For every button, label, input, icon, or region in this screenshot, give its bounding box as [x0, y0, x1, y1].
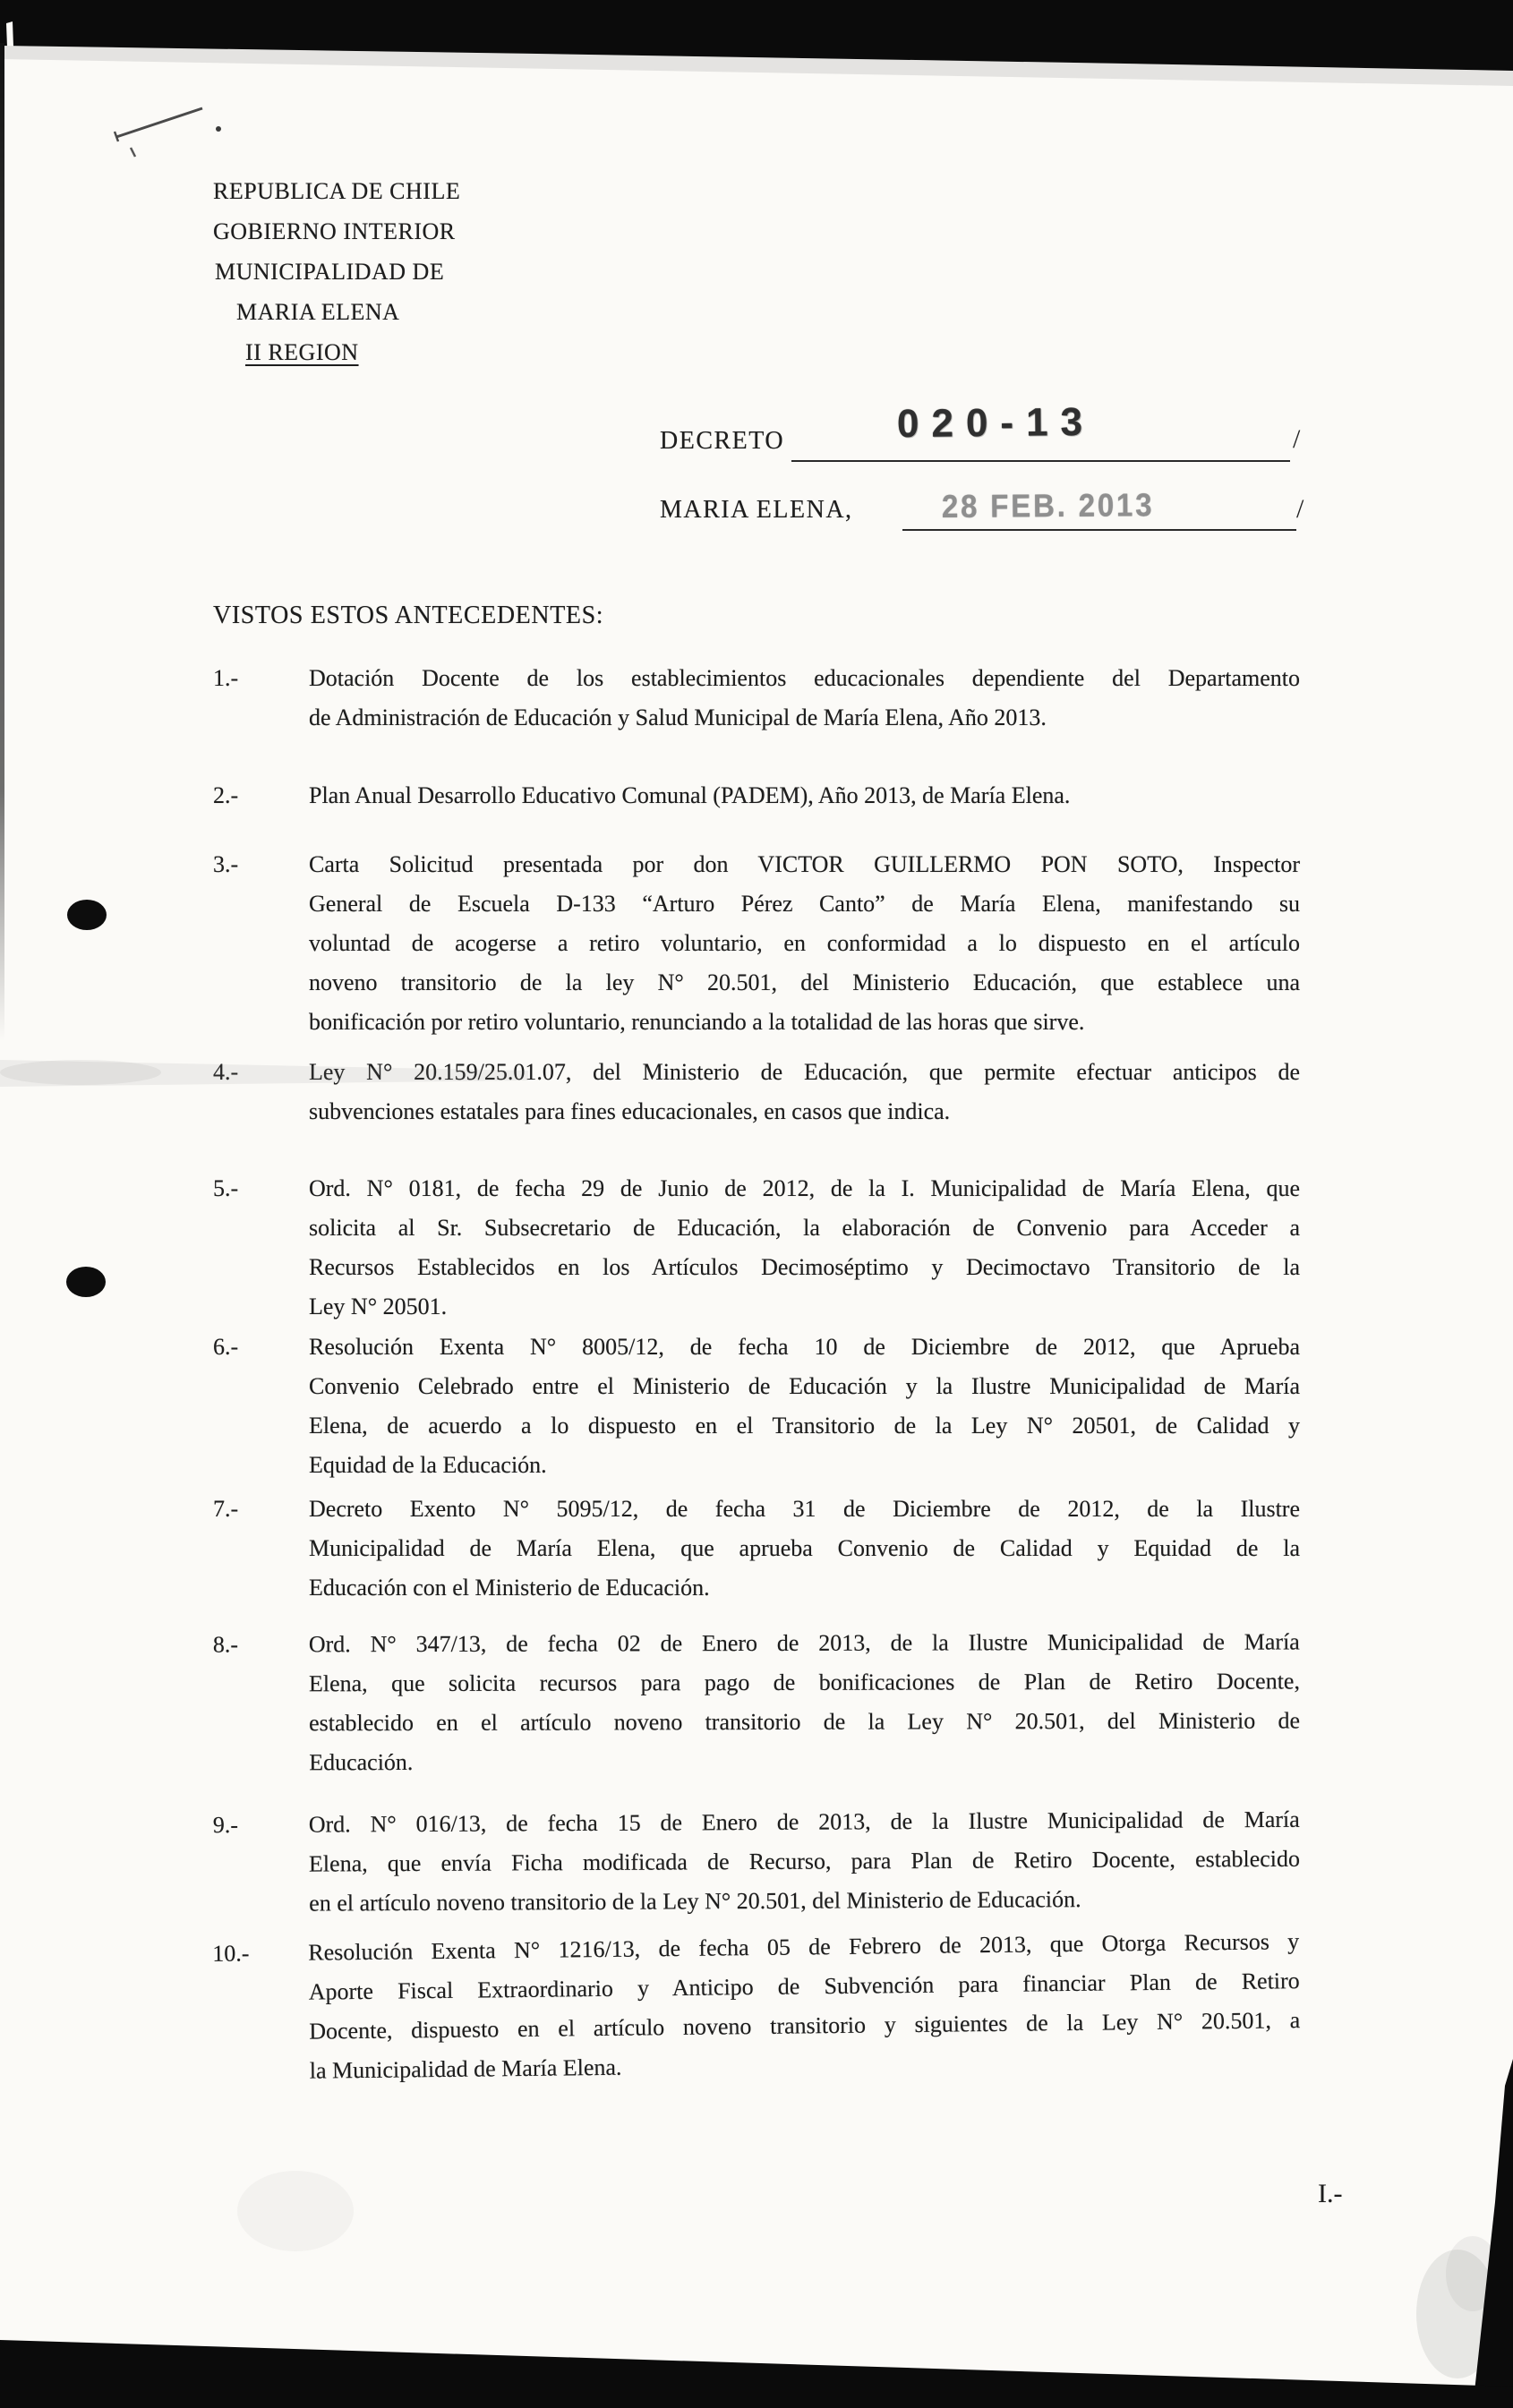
letterhead-line-region: II REGION	[245, 339, 359, 365]
item-text	[309, 1622, 1300, 1782]
letterhead-line-city: MARIA ELENA	[236, 299, 400, 325]
text-line: Ord. N° 347/13, de fecha 02 de Enero de 2013, de la Ilustre Municipalidad de María	[308, 1628, 1300, 1658]
text-line: voluntad de acogerse a retiro voluntario, en conformidad a lo dispuesto en el artículo	[309, 930, 1300, 956]
scan-edge-top	[0, 0, 1513, 71]
text-line: Educación.	[309, 1749, 414, 1776]
punch-hole-dot-2	[66, 1267, 106, 1297]
text-line: Resolución Exenta N° 1216/13, de fecha 05 de Febrero de 2013, que Otorga Recursos y	[308, 1928, 1300, 1966]
text-line: la Municipalidad de María Elena.	[309, 2054, 622, 2084]
punch-hole-dot-1	[67, 900, 107, 930]
text-line: Ord. N° 016/13, de fecha 15 de Enero de 2013, de la Ilustre Municipalidad de María	[308, 1806, 1300, 1838]
item-5	[213, 1169, 1300, 1327]
text-line: Convenio Celebrado entre el Ministerio de Educación y la Ilustre Municipalidad de María	[309, 1373, 1300, 1399]
place-label: MARIA ELENA,	[660, 496, 853, 524]
text-line: Dotación Docente de los establecimientos educacionales dependiente del Departamento	[309, 665, 1300, 691]
date-slash: /	[1296, 494, 1304, 524]
scan-edge-top-shadow	[0, 46, 1513, 86]
text-line: subvenciones estatales para fines educacionales, en casos que indica.	[309, 1098, 951, 1124]
text-line: Resolución Exenta N° 8005/12, de fecha 10 de Diciembre de 2012, que Aprueba	[309, 1334, 1300, 1360]
text-line: Ley N° 20501.	[309, 1294, 448, 1319]
item-number: 2.-	[213, 782, 239, 808]
item-text	[308, 1922, 1301, 2091]
fingerprint-smudge	[1416, 2250, 1499, 2378]
text-line: Ord. N° 0181, de fecha 29 de Junio de 2012, de la I. Municipalidad de María Elena, que	[309, 1175, 1300, 1201]
item-6	[213, 1328, 1300, 1485]
text-line: Equidad de la Educación.	[309, 1452, 547, 1478]
decree-number-slash: /	[1293, 424, 1301, 454]
decree-number-stamp: 020-13	[896, 399, 1096, 447]
date-stamp: 28 FEB. 2013	[941, 486, 1155, 525]
letterhead-line-municipality: MUNICIPALIDAD DE	[215, 259, 445, 285]
text-line: Ley N° 20.159/25.01.07, del Ministerio de Educación, que permite efectuar anticipos de	[309, 1059, 1300, 1085]
decree-label: DECRETO	[660, 427, 785, 455]
text-line: Elena, de acuerdo a lo dispuesto en el Transitorio de la Ley N° 20501, de Calidad y	[309, 1413, 1300, 1439]
text-line: solicita al Sr. Subsecretario de Educación, la elaboración de Convenio para Acceder a	[309, 1215, 1300, 1241]
text-line: Recursos Establecidos en los Artículos Decimoséptimo y Decimoctavo Transitorio de la	[309, 1254, 1300, 1280]
item-1	[213, 659, 1300, 738]
text-line: Educación con el Ministerio de Educación.	[309, 1575, 710, 1601]
section-heading: VISTOS ESTOS ANTECEDENTES:	[213, 602, 604, 629]
pen-dot-mark	[216, 126, 221, 132]
scan-edge-bottom	[0, 2340, 1513, 2408]
page-continuation-mark: I.-	[1318, 2179, 1343, 2208]
item-number: 5.-	[213, 1175, 239, 1201]
pen-stroke-mark	[116, 108, 202, 137]
date-underline	[902, 529, 1296, 531]
fingerprint-smudge-2	[1446, 2236, 1500, 2311]
smudge-streak-dark	[0, 1060, 161, 1085]
item-7	[213, 1490, 1300, 1608]
item-number: 8.-	[212, 1631, 239, 1658]
scan-edge-top-notch	[6, 21, 13, 47]
item-text	[309, 1169, 1300, 1327]
pen-stroke-tick	[115, 132, 118, 141]
text-line: noveno transitorio de la ley N° 20.501, del Ministerio Educación, que establece una	[309, 969, 1300, 995]
item-number: 10.-	[212, 1940, 250, 1967]
item-4	[213, 1053, 1300, 1131]
scan-edge-right-wedge	[1473, 2059, 1513, 2408]
item-8	[213, 1622, 1300, 1782]
item-number: 7.-	[213, 1496, 239, 1522]
text-line: General de Escuela D-133 “Arturo Pérez Canto” de María Elena, manifestando su	[309, 891, 1300, 917]
text-line: Docente, dispuesto en el artículo noveno transitorio y siguientes de la Ley N° 20.501, a	[309, 2007, 1301, 2045]
smudge-blob	[237, 2171, 354, 2251]
letterhead-line-government: GOBIERNO INTERIOR	[213, 218, 456, 244]
item-2	[213, 776, 1300, 815]
item-text	[309, 659, 1300, 738]
text-line: Carta Solicitud presentada por don VICTOR GUILLERMO PON SOTO, Inspector	[309, 851, 1300, 877]
text-line: Elena, que envía Ficha modificada de Recurso, para Plan de Retiro Docente, establecido	[308, 1845, 1301, 1877]
text-line: bonificación por retiro voluntario, renunciando a la totalidad de las horas que sirve.	[309, 1009, 1085, 1035]
item-number: 6.-	[213, 1334, 239, 1360]
item-10	[212, 1922, 1301, 2092]
item-text	[309, 1328, 1300, 1485]
scan-edge-left-strip	[0, 43, 4, 1041]
item-text	[309, 845, 1300, 1042]
text-line: en el artículo noveno transitorio de la Ley N° 20.501, del Ministerio de Educación.	[309, 1886, 1081, 1917]
item-3	[213, 845, 1300, 1042]
text-line: Decreto Exento N° 5095/12, de fecha 31 de Diciembre de 2012, de la Ilustre	[309, 1496, 1300, 1522]
letterhead	[213, 171, 535, 372]
pen-small-mark	[131, 148, 135, 157]
item-number: 4.-	[213, 1059, 239, 1085]
item-text	[309, 1490, 1300, 1608]
item-9	[213, 1800, 1301, 1924]
item-text	[309, 776, 1300, 815]
text-line: Plan Anual Desarrollo Educativo Comunal (PADEM), Año 2013, de María Elena.	[309, 782, 1071, 808]
text-line: de Administración de Educación y Salud Municipal de María Elena, Año 2013.	[309, 704, 1047, 730]
item-text	[309, 1800, 1301, 1924]
item-text	[309, 1053, 1300, 1131]
decree-number-underline	[791, 460, 1290, 462]
item-number: 3.-	[213, 851, 239, 877]
item-number: 9.-	[212, 1812, 239, 1839]
text-line: establecido en el artículo noveno transitorio de la Ley N° 20.501, del Ministerio de	[309, 1707, 1301, 1737]
text-line: Elena, que solicita recursos para pago de bonificaciones de Plan de Retiro Docente,	[308, 1668, 1300, 1697]
text-line: Aporte Fiscal Extraordinario y Anticipo de Subvención para financiar Plan de Retiro	[308, 1968, 1300, 2005]
text-line: Municipalidad de María Elena, que aprueba Convenio de Calidad y Equidad de la	[309, 1535, 1300, 1561]
letterhead-line-country: REPUBLICA DE CHILE	[213, 178, 461, 204]
item-number: 1.-	[213, 665, 239, 691]
